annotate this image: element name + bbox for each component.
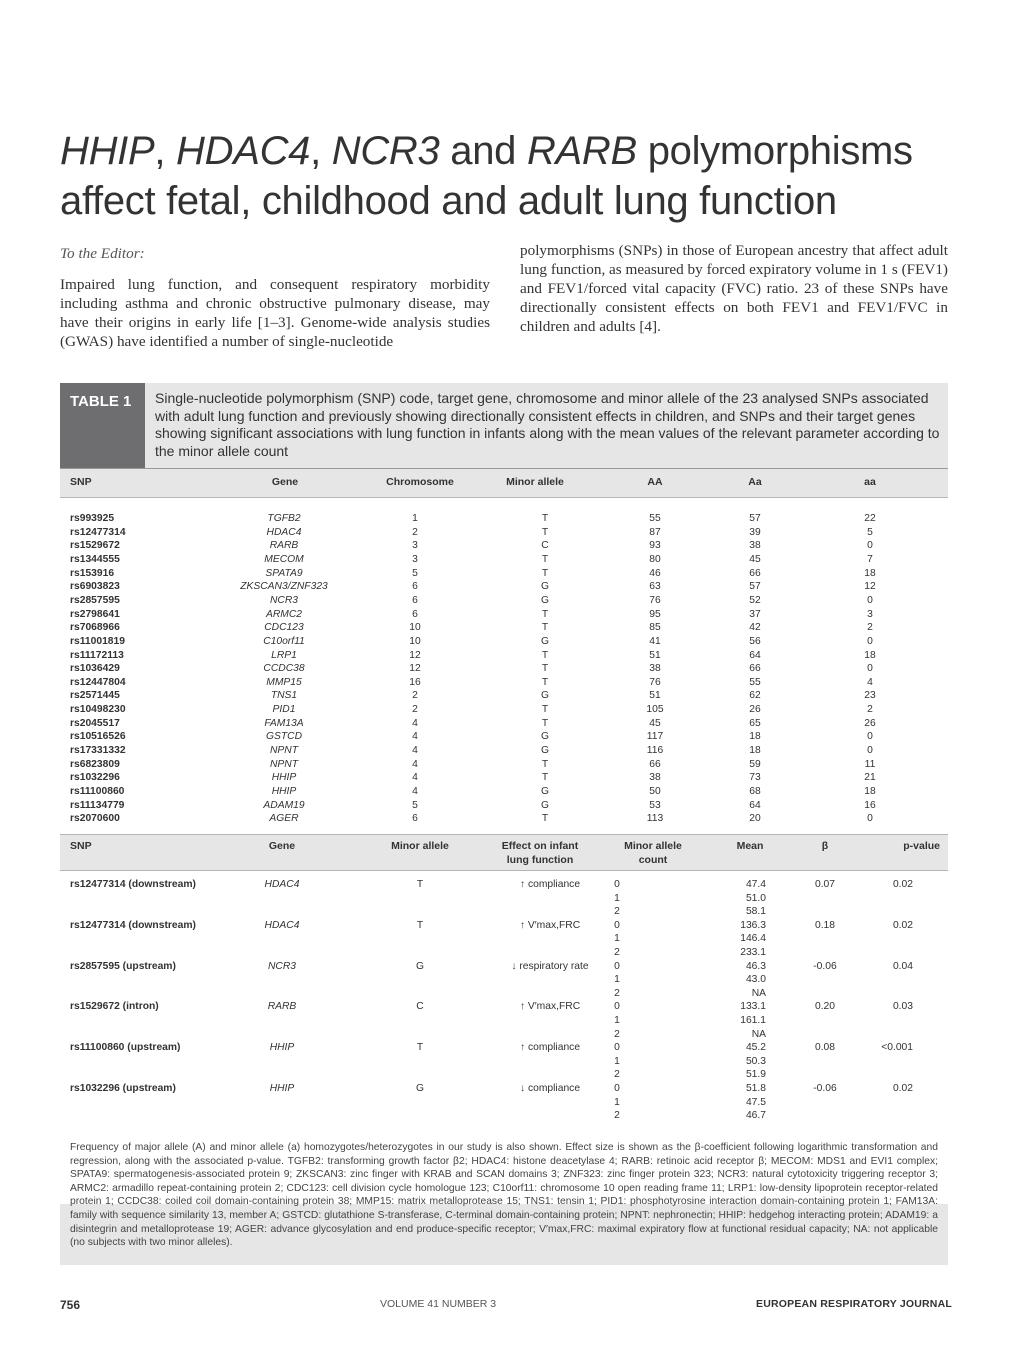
minor-allele: G (415, 960, 424, 972)
table-cell: 0 (867, 731, 873, 743)
beta-value: 0.18 (814, 919, 836, 931)
gene-name: NPNT (269, 758, 299, 770)
mean-value: 51.0 (745, 892, 766, 904)
mean-value: 46.7 (745, 1110, 766, 1122)
gene-name: NCR3 (267, 960, 297, 972)
snp-id: rs1036429 (70, 663, 120, 675)
table-cell: T (541, 553, 549, 565)
lung-function-effect: ↑ V′max,FRC (519, 919, 581, 931)
intro-left-column (60, 244, 490, 351)
gene-name: HHIP (271, 786, 297, 797)
table-cell: 62 (749, 690, 761, 702)
table-cell: T (541, 608, 549, 620)
table-cell: T (541, 663, 549, 675)
table-cell: 0 (867, 594, 873, 606)
title-gene-rarb: RARB (526, 129, 637, 173)
table-cell: 4 (412, 745, 418, 757)
table-cell: 4 (412, 758, 418, 770)
mean-value: 46.3 (745, 960, 766, 972)
minor-allele-count: 1 (614, 1055, 620, 1067)
snp-id: rs2045517 (70, 717, 120, 729)
gene-name: NCR3 (269, 594, 299, 606)
mean-value: 233.1 (740, 947, 766, 958)
snp-id: rs1529672 (intron) (70, 1001, 159, 1013)
table-caption: Single-nucleotide polymorphism (SNP) code, target gene, chromosome and minor allele of the 23 analysed SNPs associated with adult lung function and previously showing directionally consistent effects in children, and SNPs and their target genes showing significant associations with lung function in infants along with the mean values of the relevant parameter according to the minor allele count (155, 390, 940, 459)
gene-name: ADAM19 (263, 799, 305, 811)
snp-id: rs2857595 (upstream) (70, 960, 176, 972)
table-cell: 76 (649, 676, 661, 688)
table-cell: 56 (749, 635, 761, 647)
snp-id: rs11134779 (70, 799, 125, 811)
table-cell: T (541, 813, 549, 825)
table-cell: 4 (412, 786, 418, 797)
footnote-text: Frequency of major allele (A) and minor allele (a) homozygotes/heterozygotes in our study is also shown. Effect size is shown as the β-coefficient following logarithmic transformation and regression, along with the associated p-value. TGFB2: transforming growth factor β2; HDAC4: histone deacetylase 4; RARB: retinoic acid receptor β; MECOM: MDS1 and EVI1 complex; SPATA9: spermatogenesis-associated protein 9; ZKSCAN3: zinc finger with KRAB and SCAN domains 3; ZNF323: zinc finger protein 323; NCR3: natural cytotoxicity triggering receptor 3; ARMC2: armadillo repeat-containing protein 2; CDC123: cell division cycle homologue 123; C10orf11: chromosome 10 open reading frame 11; LRP1: low-density lipoprotein receptor-related protein 1; CCDC38: coiled coil domain-containing protein 38; MMP15: matrix metalloprotease 15; TNS1: tensin 1; PID1: phosphotyrosine interaction domain-containing protein 1; FAM13A: family with sequence similarity 13, member A; GSTCD: glutathione S-transferase, C-terminal domain-containing protein; NPNT: nephronectin; HHIP: hedgehog interacting protein; ADAM19: a disintegrin and metalloprotease 19; AGER: advance glycosylation and end produce-specific receptor; V′max,FRC: maximal expiratory flow at functional residual capacity; NA: not applicable (no subjects with two minor alleles). (70, 1142, 938, 1249)
table-cell: 4 (412, 717, 418, 729)
page-number: 756 (60, 1298, 81, 1312)
table-cell: 37 (749, 608, 761, 620)
p-value: 0.02 (892, 879, 913, 890)
table-cell: 116 (646, 745, 664, 757)
table-cell: 2 (412, 526, 418, 538)
table-cell: 38 (749, 540, 761, 552)
table-cell: 113 (646, 813, 664, 825)
table-cell: 7 (867, 553, 873, 565)
table-cell: 66 (649, 758, 661, 770)
table-cell: G (540, 799, 549, 811)
table-cell: T (541, 717, 549, 729)
minor-allele-count: 2 (614, 1028, 620, 1040)
column-header: SNP (70, 476, 92, 488)
table-cell: 26 (749, 704, 761, 716)
column-header: Chromosome (386, 476, 454, 488)
table-cell: 68 (749, 786, 761, 797)
table-cell: 87 (649, 526, 661, 538)
snp-id: rs2857595 (70, 594, 120, 606)
snp-id: rs1529672 (70, 540, 120, 552)
mean-value: 136.3 (740, 919, 766, 931)
minor-allele-count: 2 (614, 1069, 620, 1081)
mean-value: 58.1 (745, 906, 766, 918)
table-cell: 42 (749, 622, 761, 634)
gene-name: HHIP (269, 1083, 295, 1094)
table-cell: C (541, 540, 549, 552)
gene-name: C10orf11 (263, 635, 305, 647)
gene-name: HDAC4 (266, 526, 302, 538)
gene-name: TGFB2 (267, 513, 301, 524)
mean-value: 47.4 (745, 879, 766, 890)
table-cell: 26 (864, 717, 876, 729)
table-cell: T (541, 622, 549, 634)
title-sep-2: , (310, 129, 332, 173)
column-header: aa (864, 476, 876, 488)
minor-allele-count: 1 (614, 974, 620, 986)
table-cell: T (541, 772, 549, 784)
table-body (60, 469, 948, 1204)
snp-id: rs10516526 (70, 731, 126, 743)
snp-id: rs11100860 (70, 786, 125, 797)
snp-id: rs6903823 (70, 581, 120, 593)
table-cell: 16 (864, 799, 876, 811)
table-cell: 2 (867, 622, 873, 634)
table-cell: 0 (867, 663, 873, 675)
column-header: p-value (903, 840, 940, 852)
snp-id: rs12477314 (downstream) (70, 879, 196, 890)
table-cell: 64 (749, 799, 761, 811)
table-cell: 2 (412, 690, 418, 702)
column-header: count (638, 854, 668, 866)
table-cell: 16 (409, 676, 421, 688)
table-cell: 55 (749, 676, 761, 688)
p-value: 0.02 (892, 919, 913, 931)
p-value: 0.03 (892, 1001, 913, 1013)
snp-id: rs11172113 (70, 649, 124, 661)
gene-name: SPATA9 (265, 567, 303, 579)
gene-name: NPNT (269, 745, 299, 757)
table-cell: 46 (649, 567, 661, 579)
snp-id: rs10498230 (70, 704, 126, 716)
table-cell: 85 (649, 622, 661, 634)
table-cell: 66 (749, 663, 761, 675)
title-sep-1: , (154, 129, 177, 173)
column-header: Gene (271, 476, 299, 488)
lung-function-effect: ↑ compliance (519, 879, 581, 890)
table-cell: T (541, 567, 549, 579)
gene-name: AGER (269, 813, 299, 825)
snp-id: rs7068966 (70, 622, 120, 634)
table-cell: 22 (864, 513, 876, 524)
table-cell: 18 (864, 649, 876, 661)
table-cell: 12 (409, 663, 421, 675)
table-cell: 41 (649, 635, 661, 647)
gene-name: HHIP (271, 772, 297, 784)
gene-name: CDC123 (264, 622, 304, 634)
column-header: Mean (736, 840, 764, 852)
minor-allele-count: 0 (614, 1042, 620, 1054)
table-cell: G (540, 581, 549, 593)
intro-right-column (520, 241, 948, 336)
table-cell: G (540, 594, 549, 606)
beta-value: 0.20 (814, 1001, 836, 1013)
gene-name: HHIP (269, 1042, 295, 1054)
minor-allele: G (415, 1083, 424, 1094)
table-cell: 4 (412, 772, 418, 784)
column-header: SNP (70, 840, 92, 852)
gene-name: ARMC2 (265, 608, 303, 620)
gene-name: HDAC4 (264, 879, 300, 890)
snp-id: rs2571445 (70, 690, 120, 702)
intro-paragraph-right: polymorphisms (SNPs) in those of European ancestry that affect adult lung function, as measured by forced expiratory volume in 1 s (FEV1) and FEV1/forced vital capacity (FVC) ratio. 23 of these SNPs have directionally consistent effects on both FEV1 and FEV1/FVC in children and adults [4]. (520, 242, 948, 335)
table-cell: 3 (867, 608, 873, 620)
volume-info: VOLUME 41 NUMBER 3 (380, 1298, 497, 1310)
table-cell: 18 (864, 786, 876, 797)
mean-value: 51.8 (745, 1083, 766, 1094)
minor-allele-count: 2 (614, 906, 620, 918)
minor-allele-count: 2 (614, 1110, 620, 1122)
table-cell: 3 (412, 540, 418, 552)
mean-value: 146.4 (740, 933, 766, 945)
table-cell: 11 (864, 758, 876, 770)
table-cell: 2 (867, 704, 873, 716)
table-cell: 59 (749, 758, 761, 770)
lung-function-effect: ↓ respiratory rate (511, 960, 589, 972)
minor-allele-count: 1 (614, 1096, 620, 1108)
table-cell: 50 (649, 786, 661, 797)
table-cell: 39 (749, 526, 761, 538)
table-cell: 66 (749, 567, 761, 579)
minor-allele-count: 0 (614, 960, 620, 972)
table-cell: 45 (649, 717, 661, 729)
table-cell: G (540, 786, 549, 797)
gene-name: CCDC38 (263, 663, 305, 675)
minor-allele-count: 1 (614, 1015, 620, 1026)
table-cell: 52 (749, 594, 761, 606)
lung-function-effect: ↓ compliance (519, 1083, 581, 1094)
table-cell: G (540, 745, 549, 757)
table-cell: 105 (646, 704, 664, 716)
mean-value: 51.9 (745, 1069, 766, 1081)
minor-allele-count: 0 (614, 1083, 620, 1094)
column-header: Minor allele (624, 840, 682, 852)
title-gene-ncr3: NCR3 (331, 129, 440, 173)
table-cell: T (541, 676, 549, 688)
table-cell: 0 (867, 540, 873, 552)
p-value: 0.02 (892, 1083, 913, 1094)
table-cell: G (540, 731, 549, 743)
snp-id: rs12477314 (downstream) (70, 919, 196, 931)
table-cell: 57 (749, 581, 761, 593)
beta-value: 0.07 (814, 879, 836, 890)
beta-value: -0.06 (813, 960, 837, 972)
snp-id: rs2070600 (70, 813, 120, 825)
beta-value: -0.06 (813, 1083, 837, 1094)
snp-id: rs993925 (70, 513, 115, 524)
minor-allele-count: 0 (614, 879, 620, 890)
beta-value: 0.08 (814, 1042, 836, 1054)
table-cell: 51 (649, 690, 661, 702)
snp-id: rs6823809 (70, 758, 120, 770)
mean-value: 47.5 (745, 1096, 766, 1108)
table-cell: 6 (412, 813, 418, 825)
mean-value: NA (751, 987, 766, 999)
table-cell: G (540, 635, 549, 647)
gene-name: ZKSCAN3/ZNF323 (240, 581, 328, 593)
table-cell: 55 (649, 513, 661, 524)
table-cell: 6 (412, 594, 418, 606)
lung-function-effect: ↑ compliance (519, 1042, 581, 1054)
gene-name: GSTCD (265, 731, 303, 743)
table-cell: 5 (867, 526, 873, 538)
snp-id: rs17331332 (70, 745, 126, 757)
to-the-editor: To the Editor: (60, 245, 145, 262)
table-cell: 95 (649, 608, 661, 620)
table-footnote (70, 1141, 938, 1250)
column-header: Minor allele (506, 476, 564, 488)
table-cell: 5 (412, 799, 418, 811)
table-cell: T (541, 526, 549, 538)
table-cell: 0 (867, 635, 873, 647)
minor-allele: T (416, 879, 424, 890)
gene-name: PID1 (272, 704, 296, 716)
minor-allele-count: 0 (614, 1001, 620, 1013)
column-header: Effect on infant (501, 840, 579, 852)
snp-id: rs12477314 (70, 526, 126, 538)
table-cell: 10 (409, 622, 421, 634)
table-cell: 18 (749, 745, 761, 757)
minor-allele-count: 1 (614, 933, 620, 945)
table-rule (60, 497, 948, 498)
table-cell: 12 (864, 581, 876, 593)
table-cell: 51 (649, 649, 661, 661)
gene-name: RARB (267, 1001, 297, 1013)
table-cell: 65 (749, 717, 761, 729)
mean-value: 50.3 (745, 1055, 766, 1067)
minor-allele-count: 0 (614, 919, 620, 931)
gene-name: HDAC4 (264, 919, 300, 931)
table-label: TABLE 1 (60, 383, 145, 468)
column-header: Gene (268, 840, 296, 852)
table-cell: T (541, 513, 549, 524)
snp-id: rs1032296 (upstream) (70, 1083, 176, 1094)
table-cell: 6 (412, 581, 418, 593)
snp-id: rs12447804 (70, 676, 126, 688)
table-cell: 117 (646, 731, 664, 743)
minor-allele: T (416, 919, 424, 931)
title-gene-hdac4: HDAC4 (176, 129, 311, 173)
table-cell: 21 (864, 772, 876, 784)
gene-name: MMP15 (266, 676, 302, 688)
minor-allele-count: 2 (614, 987, 620, 999)
table-cell: 73 (749, 772, 761, 784)
p-value: <0.001 (881, 1042, 913, 1054)
table-cell: 4 (867, 676, 873, 688)
gene-name: LRP1 (271, 649, 297, 661)
gene-name: FAM13A (264, 717, 304, 729)
snp-id: rs11100860 (upstream) (70, 1042, 181, 1054)
table-cell: 80 (649, 553, 661, 565)
minor-allele-count: 2 (614, 947, 620, 958)
table-cell: 1 (412, 513, 418, 524)
table-cell: T (541, 758, 549, 770)
mean-value: 43.0 (745, 974, 766, 986)
table-cell: 0 (867, 745, 873, 757)
table-cell: 4 (412, 731, 418, 743)
table-cell: 10 (409, 635, 421, 647)
table-cell: T (541, 704, 549, 716)
minor-allele: C (416, 1001, 424, 1013)
table-1 (60, 383, 948, 1265)
mean-value: NA (751, 1028, 766, 1040)
column-header: Minor allele (391, 840, 449, 852)
title-rest: polymorphisms affect fetal, childhood and adult lung function (60, 129, 913, 223)
table-cell: 93 (649, 540, 661, 552)
table-cell: 6 (412, 608, 418, 620)
table-cell: T (541, 649, 549, 661)
gene-name: RARB (269, 540, 299, 552)
table-header-block (60, 383, 948, 468)
snp-id: rs1032296 (70, 772, 120, 784)
table-cell: 18 (864, 567, 876, 579)
snp-id: rs153916 (70, 567, 115, 579)
column-header: lung function (506, 854, 574, 866)
table-cell: 2 (412, 704, 418, 716)
table-cell: 38 (649, 772, 661, 784)
table-cell: 5 (412, 567, 418, 579)
table-cell: 64 (749, 649, 761, 661)
p-value: 0.04 (892, 960, 913, 972)
gene-name: MECOM (264, 553, 304, 565)
mean-value: 45.2 (745, 1042, 766, 1054)
mean-value: 161.1 (740, 1015, 766, 1026)
intro-paragraph-left: Impaired lung function, and consequent respiratory morbidity including asthma and chronic obstructive pulmonary disease, may have their origins in early life [1–3]. Genome-wide analysis studies (GWAS) have identified a number of single-nucleotide (60, 276, 490, 350)
table-cell: 38 (649, 663, 661, 675)
minor-allele-count: 1 (614, 892, 620, 904)
table-cell: 3 (412, 553, 418, 565)
table-cell: 12 (409, 649, 421, 661)
article-title (60, 126, 960, 226)
snp-id: rs2798641 (70, 608, 120, 620)
column-header: Aa (748, 476, 762, 488)
table-cell: 45 (749, 553, 761, 565)
table-cell: 23 (864, 690, 876, 702)
table-cell: 53 (649, 799, 661, 811)
snp-id: rs11001819 (70, 635, 125, 647)
snp-id: rs1344555 (70, 553, 120, 565)
title-sep-3: and (439, 129, 527, 173)
table-cell: G (540, 690, 549, 702)
table-cell: 63 (649, 581, 661, 593)
mean-value: 133.1 (740, 1001, 766, 1013)
table-cell: 57 (749, 513, 761, 524)
journal-name: EUROPEAN RESPIRATORY JOURNAL (756, 1298, 952, 1310)
table-cell: 20 (749, 813, 761, 825)
minor-allele: T (416, 1042, 424, 1054)
table-rule (60, 870, 948, 871)
gene-name: TNS1 (270, 690, 298, 702)
column-header: β (821, 840, 829, 852)
table-cell: 76 (649, 594, 661, 606)
title-gene-hhip: HHIP (60, 129, 155, 173)
table-cell: 18 (749, 731, 761, 743)
lung-function-effect: ↑ V′max,FRC (519, 1001, 581, 1013)
column-header: AA (647, 476, 663, 488)
table-cell: 0 (867, 813, 873, 825)
